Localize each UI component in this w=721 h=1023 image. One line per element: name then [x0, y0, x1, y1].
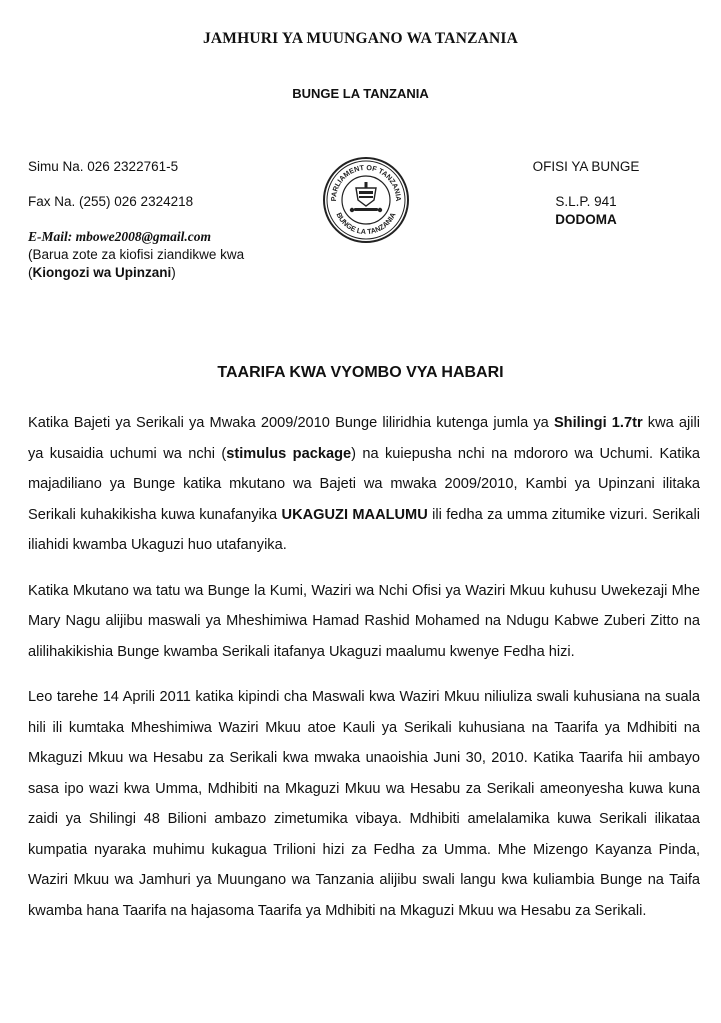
document-body	[28, 408, 700, 941]
paragraph-3: Leo tarehe 14 Aprili 2011 katika kipindi cha Maswali kwa Waziri Mkuu niliuliza swali kuhusiana na suala hili ili kumtaka Mheshimiwa Waziri Mkuu atoe Kauli ya Serikali kuhusiana na Taarifa ya Mdhibiti na Mkaguzi Mkuu wa Hesabu za Serikali kwa mwaka unaoishia Juni 30, 2010. Katika Taarifa hii ambayo sasa ipo wazi kwa Umma, Mdhibiti na Mkaguzi Mkuu wa Hesabu za Serikali ameonyesha kuwa kuna zaidi ya Shilingi 48 Bilioni ambazo zimetumika vibaya. Mdhibiti amelalamika kuwa Serikali ilikataa kumpatia nyaraka muhimu kukagua Trilioni hizi za Fedha za Umma. Mhe Mizengo Kayanza Pinda, Waziri Mkuu wa Jamhuri ya Muungano wa Tanzania alijibu swali langu kwa kuliambia Bunge na Taifa kwamba hana Taarifa na hajasoma Taarifa ya Mdhibiti na Mkaguzi Mkuu wa Hesabu za Serikali.	[28, 689, 700, 919]
letterhead-title: JAMHURI YA MUUNGANO WA TANZANIA	[202, 30, 519, 47]
phone-number: Simu Na. 026 2322761-5	[28, 159, 179, 174]
letterhead-subtitle: BUNGE LA TANZANIA	[292, 86, 429, 101]
audit-bold: UKAGUZI MAALUMU	[281, 506, 428, 523]
paragraph-2: Katika Mkutano wa tatu wa Bunge la Kumi, Waziri wa Nchi Ofisi ya Waziri Mkuu kuhusu Uwekezaji Mhe Mary Nagu alijibu maswali ya Mheshimiwa Hamad Rashid Mohamed na Ndugu Kabwe Zuberi Zitto na alilihakikishia Bunge kwamba Serikali itafanya Ukaguzi maalumu kwenye Fedha hizi.	[28, 582, 700, 660]
email-address: E-Mail: mbowe2008@gmail.com	[28, 229, 211, 244]
correspondence-addressee: (Kiongozi wa Upinzani)	[28, 265, 176, 280]
document-title: TAARIFA KWA VYOMBO VYA HABARI	[217, 364, 504, 381]
city: DODOMA	[555, 212, 617, 227]
fax-number: Fax Na. (255) 026 2324218	[28, 194, 194, 209]
stimulus-bold: stimulus package	[226, 445, 352, 462]
correspondence-note: (Barua zote za kiofisi ziandikwe kwa	[28, 247, 245, 262]
addressee-title: Kiongozi wa Upinzani	[32, 265, 172, 280]
seal-top-text: PARLIAMENT OF TANZANIA	[328, 162, 404, 202]
contact-block-left	[28, 158, 244, 282]
office-name: OFISI YA BUNGE	[532, 159, 640, 174]
amount-bold: Shilingi 1.7tr	[553, 415, 643, 431]
paragraph-1: Katika Bajeti ya Serikali ya Mwaka 2009/2010 Bunge liliridhia kutenga jumla ya Shilingi 1.7tr kwa ajili ya kusaidia uchumi wa nchi (stimulus package) na kuiepusha nchi na mdororo wa Uchumi. Katika majadiliano ya Bunge katika mkutano wa Bajeti wa mwaka 2009/2010, Kambi ya Upinzani ilitaka Serikali kuhakikisha kuwa kunafanyika UKAGUZI MAALUMU ili fedha za umma zitumike vizuri. Serikali iliahidi kwamba Ukaguzi huo utafanyika.	[28, 415, 701, 553]
contact-block-right	[521, 158, 651, 229]
parliament-seal-icon	[322, 156, 410, 244]
po-box: S.L.P. 941	[555, 194, 617, 209]
seal-bottom-text: BUNGE LA TANZANIA	[334, 210, 398, 237]
